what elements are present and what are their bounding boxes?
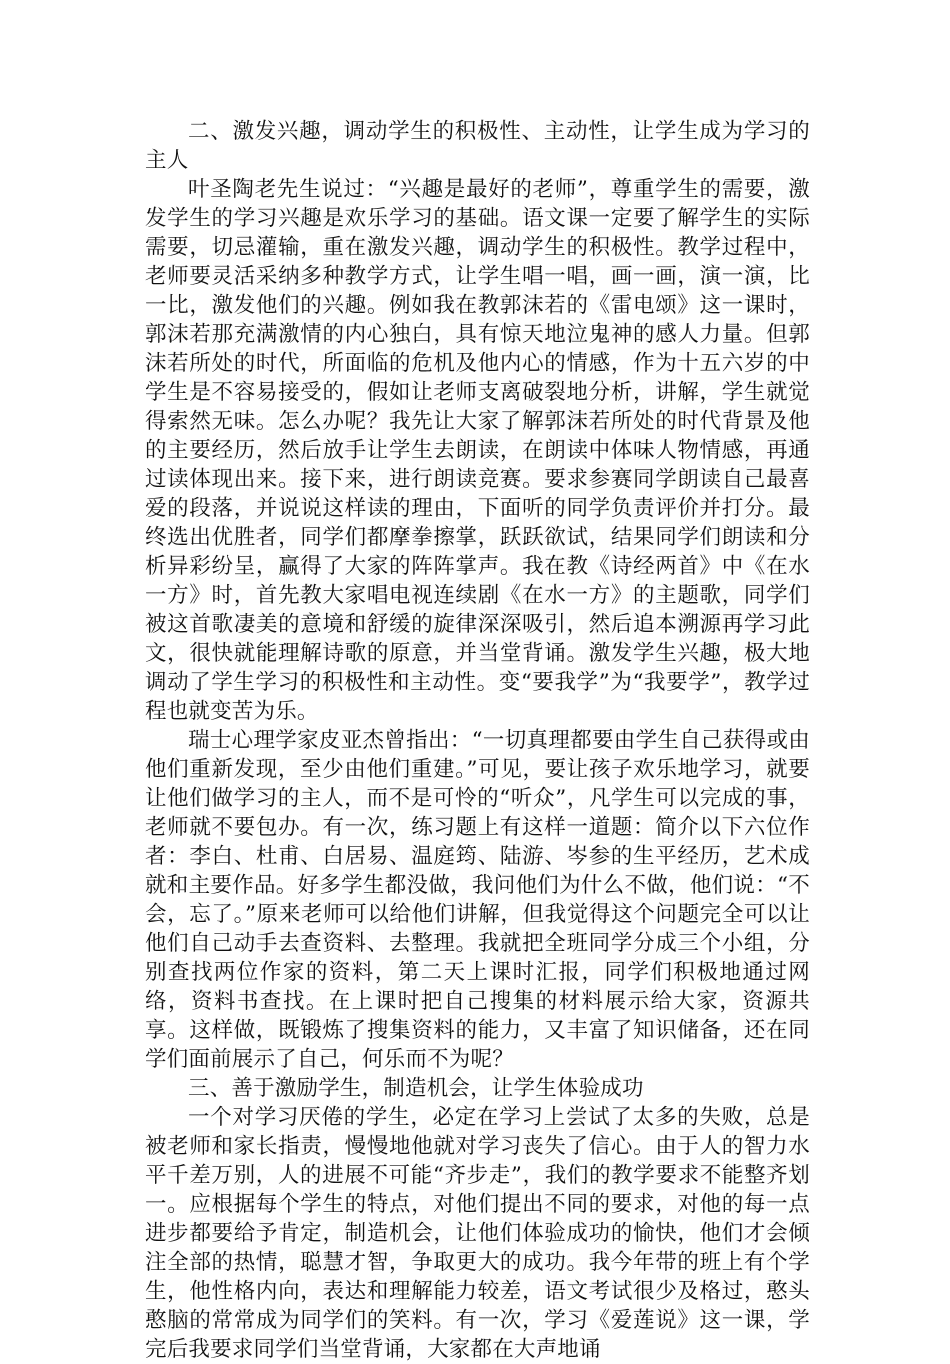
section-heading-three: 三、善于激励学生，制造机会，让学生体验成功 <box>188 1076 644 1101</box>
document-page <box>145 117 810 1364</box>
body-paragraph-interest: 叶圣陶老先生说过：“兴趣是最好的老师”，尊重学生的需要，激发学生的学习兴趣是欢乐学习的基础。语文课一定要了解学生的实际需要，切忌灌输，重在激发兴趣，调动学生的积极性。教学过程中，老师要灵活采纳多种教学方式，让学生唱一唱，画一画，演一演，比一比，激发他们的兴趣。例如我在教郭沫若的《雷电颂》这一课时，郭沫若那充满激情的内心独白，具有惊天地泣鬼神的感人力量。但郭沫若所处的时代，所面临的危机及他内心的情感，作为十五六岁的中学生是不容易接受的，假如让老师支离破裂地分析，讲解，学生就觉得索然无味。怎么办呢？我先让大家了解郭沫若所处的时代背景及他的主要经历，然后放手让学生去朗读，在朗读中体味人物情感，再通过读体现出来。接下来，进行朗读竞赛。要求参赛同学朗读自己最喜爱的段落，并说说这样读的理由，下面听的同学负责评价并打分。最终选出优胜者，同学们都摩拳擦掌，跃跃欲试，结果同学们朗读和分析异彩纷呈，赢得了大家的阵阵掌声。我在教《诗经两首》中《在水一方》时，首先教大家唱电视连续剧《在水一方》的主题歌，同学们被这首歌凄美的意境和舒缓的旋律深深吸引，然后追本溯源再学习此文，很快就能理解诗歌的原意，并当堂背诵。激发学生兴趣，极大地调动了学生学习的积极性和主动性。变“要我学”为“我要学”，教学过程也就变苦为乐。 <box>145 177 810 724</box>
body-paragraph-success: 一个对学习厌倦的学生，必定在学习上尝试了太多的失败，总是被老师和家长指责，慢慢地他就对学习丧失了信心。由于人的智力水平千差万别，人的进展不可能“齐步走”，我们的教学要求不能整齐划一。应根据每个学生的特点，对他们提出不同的要求，对他的每一点进步都要给予肯定，制造机会，让他们体验成功的愉快，他们才会倾注全部的热情，聪慧才智，争取更大的成功。我今年带的班上有个学生，他性格内向，表达和理解能力较差，语文考试很少及格过，憨头憨脑的常常成为同学们的笑料。有一次，学习《爱莲说》这一课，学完后我要求同学们当堂背诵，大家都在大声地诵 <box>145 1105 810 1362</box>
body-paragraph-piaget: 瑞士心理学家皮亚杰曾指出：“一切真理都要由学生自己获得或由他们重新发现，至少由他们重建。”可见，要让孩子欢乐地学习，就要让他们做学习的主人，而不是可怜的“听众”，凡学生可以完成的事，老师就不要包办。有一次，练习题上有这样一道题：简介以下六位作者：李白、杜甫、白居易、温庭筠、陆游、岑参的生平经历，艺术成就和主要作品。好多学生都没做，我问他们为什么不做，他们说：“不会，忘了。”原来老师可以给他们讲解，但我觉得这个问题完全可以让他们自己动手去查资料、去整理。我就把全班同学分成三个小组，分别查找两位作家的资料，第二天上课时汇报，同学们积极地通过网络，资料书查找。在上课时把自己搜集的材料展示给大家，资源共享。这样做，既锻炼了搜集资料的能力，又丰富了知识储备，还在同学们面前展示了自己，何乐而不为呢？ <box>145 728 810 1072</box>
section-heading-two: 二、激发兴趣，调动学生的积极性、主动性，让学生成为学习的主人 <box>145 119 810 173</box>
